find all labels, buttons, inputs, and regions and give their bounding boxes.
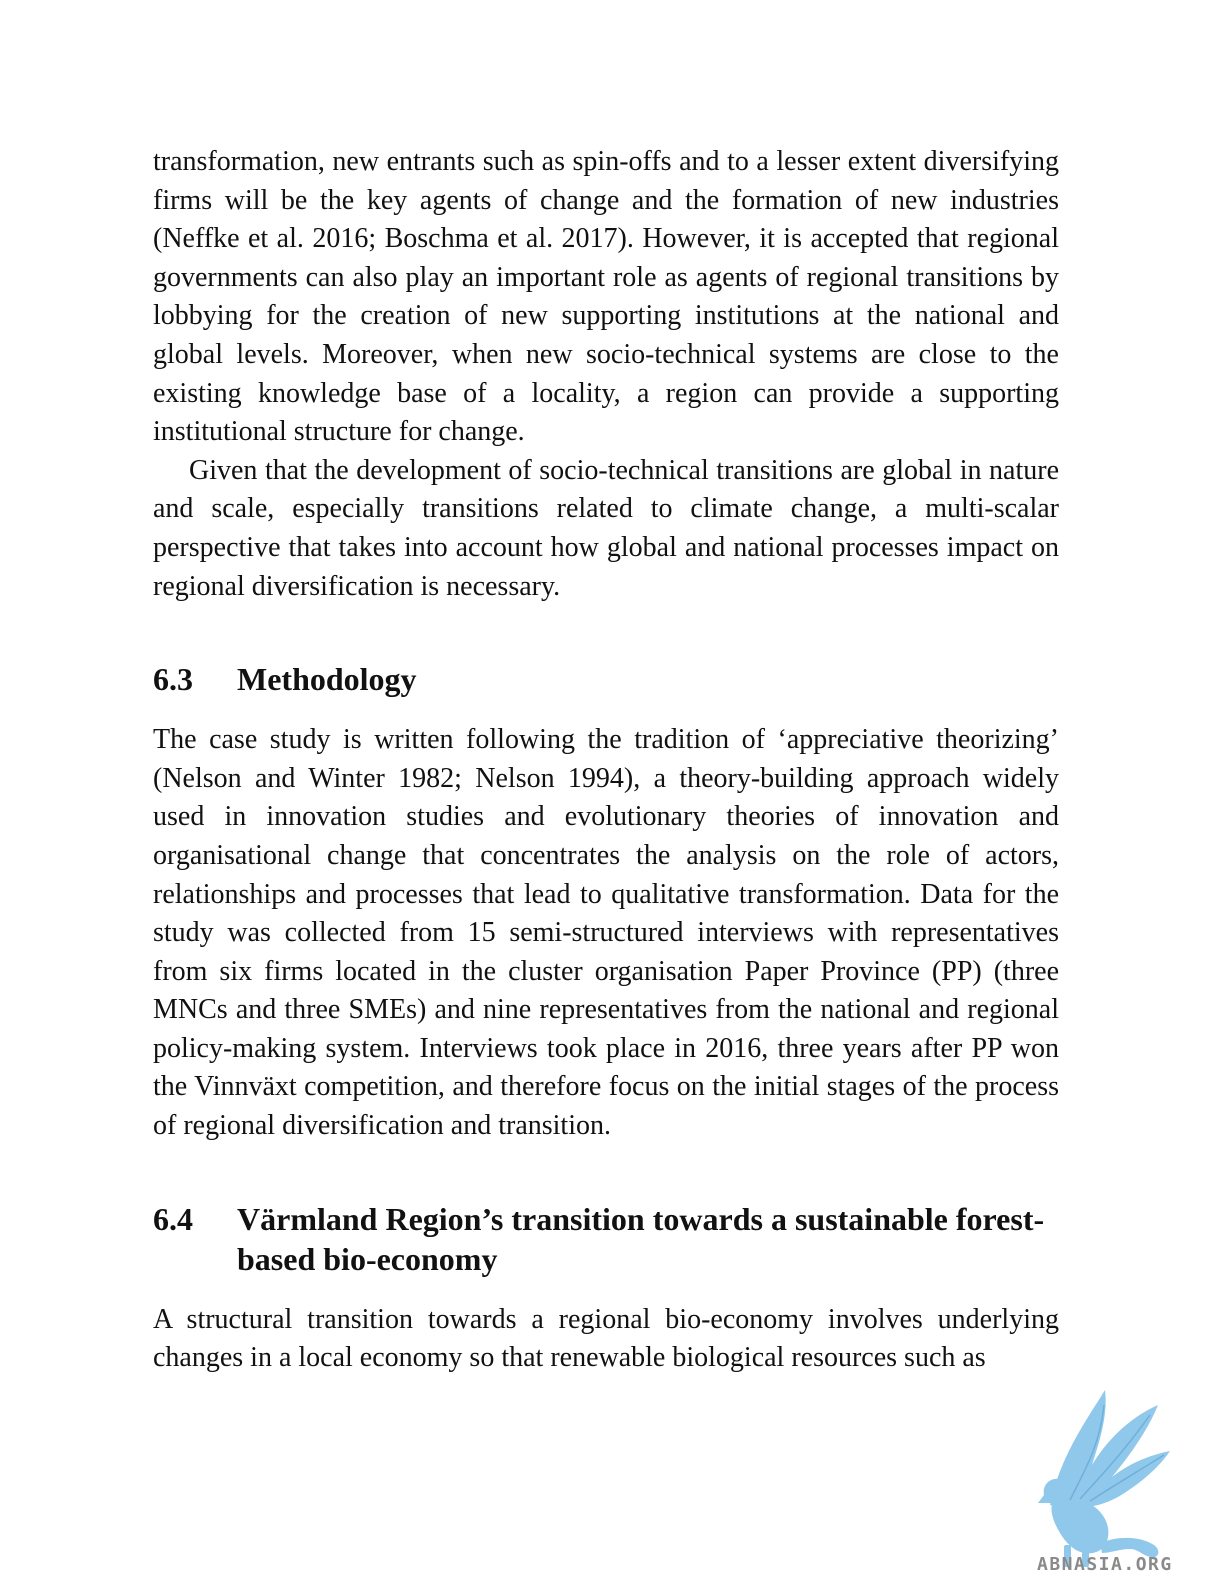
section-title: Methodology (237, 661, 417, 698)
section-heading-varmland (153, 1199, 1059, 1279)
varmland-paragraph: A structural transition towards a regional bio-economy involves underlying changes in a local economy so that renewable biological resources such as (153, 1303, 1059, 1374)
watermark-text: ABNASIA.ORG (1037, 1554, 1173, 1575)
section-number: 6.4 (153, 1200, 193, 1237)
griffin-logo-icon (1030, 1385, 1210, 1580)
body-paragraph-1: transformation, new entrants such as spin-offs and to a lesser extent diversifying firms will be the key agents of change and the formation of new industries (Neffke et al. 2016; Boschma et al. 2017). However, it is accepted that regional governments can also play an important role as agents of regional transitions by lobbying for the creation of new supporting institutions at the national and global levels. Moreover, when new socio-technical systems are close to the existing knowledge base of a locality, a region can provide a supporting institutional structure for change. (153, 146, 1059, 448)
section-heading-methodology (153, 659, 1059, 699)
body-paragraph-2: Given that the development of socio-technical transitions are global in nature and scale, especially transitions related to climate change, a multi-scalar perspective that takes into account how global and national processes impact on regional diversification is necessary. (153, 454, 1059, 602)
section-title: Värmland Region’s transition towards a sustainable forest-based bio-economy (237, 1200, 1045, 1277)
methodology-paragraph: The case study is written following the tradition of ‘appreciative theorizing’ (Nelson and Winter 1982; Nelson 1994), a theory-building approach widely used in innovation studies and evolutionary theories of innovation and organisational change that concentrates the analysis on the role of actors, relationships and processes that lead to qualitative transformation. Data for the study was collected from 15 semi-structured interviews with representatives from six firms located in the cluster organisation Paper Province (PP) (three MNCs and three SMEs) and nine representatives from the national and regional policy-making system. Interviews took place in 2016, three years after PP won the Vinnväxt competition, and therefore focus on the initial stages of the process of regional diversification and transition. (153, 724, 1059, 1142)
section-number: 6.3 (153, 661, 193, 698)
document-page (153, 143, 1059, 1378)
